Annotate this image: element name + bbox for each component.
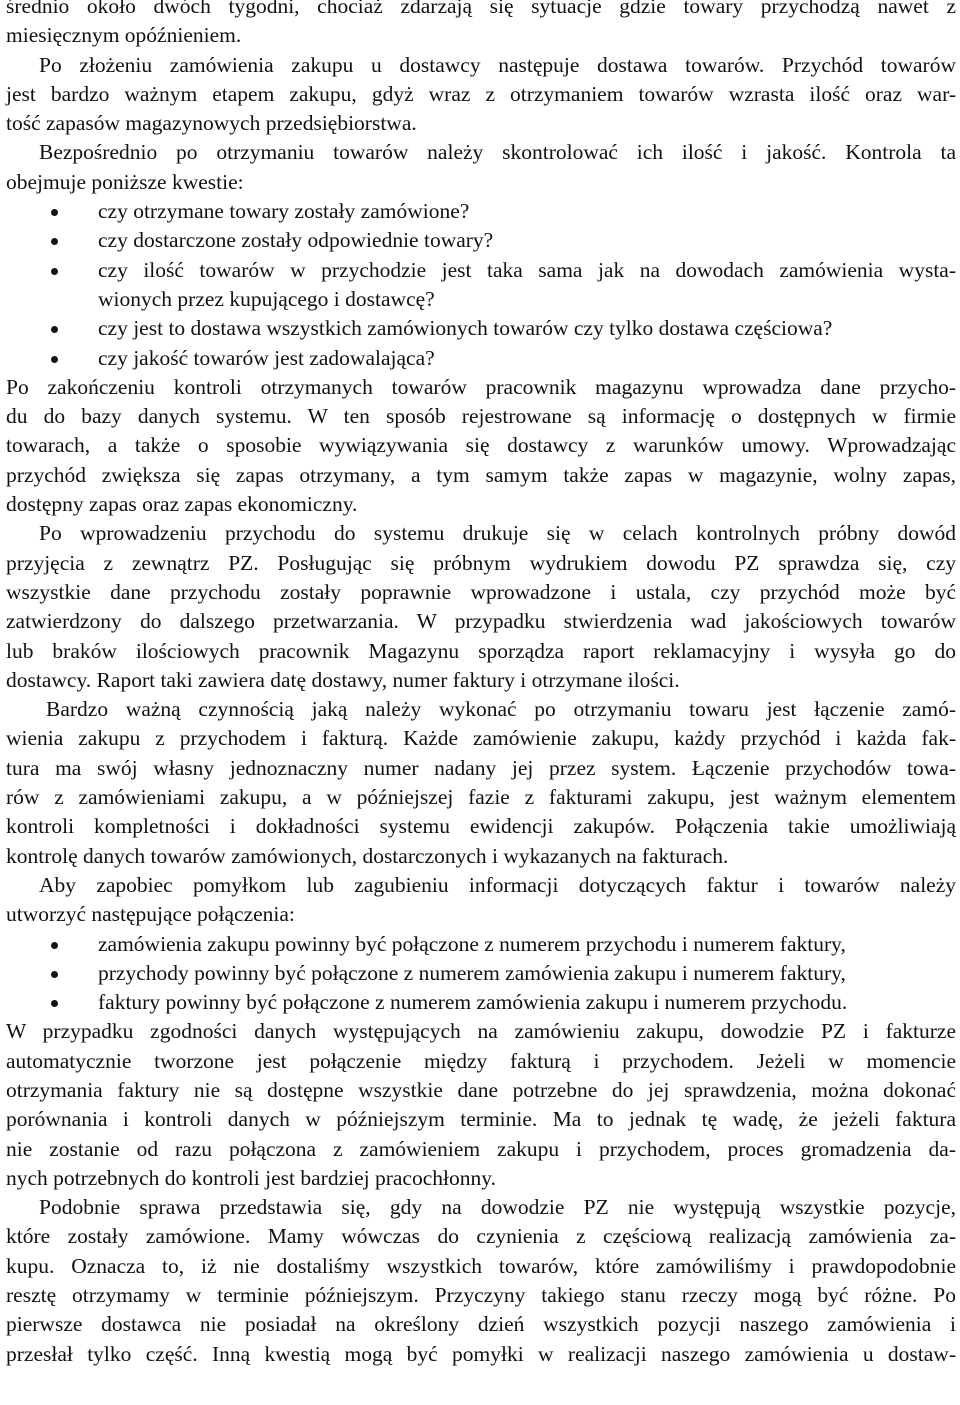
text-line: du do bazy danych systemu. W ten sposób rejestrowane są informację o dostępnych w firmie <box>6 404 956 429</box>
bullet-item <box>6 930 956 959</box>
text-line: Aby zapobiec pomyłkom lub zagubieniu informacji dotyczących faktur i towarów należy <box>39 872 956 897</box>
bullet-text: czy jakość towarów jest zadowalająca? <box>98 345 435 370</box>
text-line: przychód zwiększa się zapas otrzymany, a tym samym także zapas w magazynie, wolny zapas, <box>6 462 956 487</box>
text-line: tura ma swój własny jednoznaczny numer nadany jej przez system. Łączenie przychodów towa- <box>6 755 956 780</box>
text-line: Po zakończeniu kontroli otrzymanych towarów pracownik magazynu wprowadza dane przycho- <box>6 374 956 399</box>
text-line: Podobnie sprawa przedstawia się, gdy na dowodzie PZ nie występują wszystkie pozycje, <box>39 1195 956 1220</box>
bullet-text: czy ilość towarów w przychodzie jest taka sama jak na dowodach zamówienia wysta- <box>98 257 956 282</box>
text-line: kontroli kompletności i dokładności systemu ewidencji zakupów. Połączenia takie umożliwiają <box>6 814 956 839</box>
bullet-icon <box>51 356 58 363</box>
text-line: resztę otrzymamy w terminie późniejszym. Przyczyny takiego stanu rzeczy mogą być różne. Po <box>6 1283 956 1308</box>
bullet-item <box>6 959 956 988</box>
text-line: otrzymania faktury nie są dostępne wszystkie dane potrzebne do jej sprawdzenia, można dokonać <box>6 1077 956 1102</box>
bullet-item <box>6 256 956 285</box>
text-line: automatycznie tworzone jest połączenie między fakturą i przychodem. Jeżeli w momencie <box>6 1048 956 1073</box>
text-line: kupu. Oznacza to, iż nie dostaliśmy wszystkich towarów, które zamówiliśmy i prawdopodobnie <box>6 1253 956 1278</box>
text-line: towarach, a także o sposobie wywiązywania się dostawcy z warunków umowy. Wprowadzając <box>6 433 956 458</box>
text-line: pierwsze dostawca nie posiadał na określony dzień wszystkich pozycji naszego zamówienia i <box>6 1312 956 1337</box>
bullet-continuation: wionych przez kupującego i dostawcę? <box>98 286 435 311</box>
bullet-item <box>6 344 956 373</box>
bullet-text: faktury powinny być połączone z numerem zamówienia zakupu i numerem przychodu. <box>98 990 848 1015</box>
text-line: zatwierdzony do dalszego przetwarzania. W przypadku stwierdzenia wad jakościowych towarów <box>6 609 956 634</box>
text-line: nych potrzebnych do kontroli jest bardziej pracochłonny. <box>6 1165 496 1190</box>
bullet-text: czy otrzymane towary zostały zamówione? <box>98 199 470 224</box>
bullet-icon <box>51 942 58 949</box>
bullet-icon <box>51 326 58 333</box>
text-line: W przypadku zgodności danych występujących na zamówieniu zakupu, dowodzie PZ i fakturze <box>6 1019 956 1044</box>
bullet-icon <box>51 1000 58 1007</box>
bullet-text: przychody powinny być połączone z numerem zamówienia zakupu i numerem faktury, <box>98 960 846 985</box>
bullet-item <box>6 197 956 226</box>
text-line: średnio około dwóch tygodni, chociaż zdarzają się sytuacje gdzie towary przychodzą nawet z <box>6 0 956 18</box>
text-line: lub braków ilościowych pracownik Magazynu sporządza raport reklamacyjny i wysyła go do <box>6 638 956 663</box>
text-line: kontrolę danych towarów zamówionych, dostarczonych i wykazanych na fakturach. <box>6 843 729 868</box>
bullet-item <box>6 314 956 343</box>
text-line: utworzyć następujące połączenia: <box>6 902 295 927</box>
bullet-icon <box>51 971 58 978</box>
text-line: miesięcznym opóźnieniem. <box>6 23 242 48</box>
text-line: dostępny zapas oraz zapas ekonomiczny. <box>6 492 358 517</box>
bullet-text: czy dostarczone zostały odpowiednie towary? <box>98 228 494 253</box>
bullet-text: czy jest to dostawa wszystkich zamówionych towarów czy tylko dostawa częściowa? <box>98 316 833 341</box>
text-line: Po złożeniu zamówienia zakupu u dostawcy następuje dostawa towarów. Przychód towarów <box>39 52 956 77</box>
text-line: porównania i kontroli danych w późniejszym terminie. Ma to jednak tę wadę, że jeżeli faktura <box>6 1107 956 1132</box>
text-line: Bezpośrednio po otrzymaniu towarów należy skontrolować ich ilość i jakość. Kontrola ta <box>39 140 956 165</box>
text-line: obejmuje poniższe kwestie: <box>6 169 244 194</box>
text-line: dostawcy. Raport taki zawiera datę dostawy, numer faktury i otrzymane ilości. <box>6 667 680 692</box>
text-line: wszystkie dane przychodu zostały poprawnie wprowadzone i ustala, czy przychód może być <box>6 579 956 604</box>
text-line: przyjęcia z zewnątrz PZ. Posługując się próbnym wydrukiem dowodu PZ sprawdza się, czy <box>6 550 956 575</box>
bullet-icon <box>51 238 58 245</box>
bullet-text: zamówienia zakupu powinny być połączone z numerem przychodu i numerem faktury, <box>98 931 846 956</box>
bullet-item <box>6 226 956 255</box>
text-line: Bardzo ważną czynnością jaką należy wykonać po otrzymaniu towaru jest łączenie zamó- <box>46 697 956 722</box>
document-page <box>6 0 956 1369</box>
bullet-icon <box>51 209 58 216</box>
text-line: przesłał tylko część. Inną kwestią mogą być pomyłki w realizacji naszego zamówienia u dostaw- <box>6 1341 956 1366</box>
text-line: jest bardzo ważnym etapem zakupu, gdyż wraz z otrzymaniem towarów wzrasta ilość oraz war- <box>6 81 956 106</box>
text-line: tość zapasów magazynowych przedsiębiorstwa. <box>6 111 417 136</box>
text-line: rów z zamówieniami zakupu, a w późniejszej fazie z fakturami zakupu, jest ważnym elementem <box>6 785 956 810</box>
bullet-item <box>6 988 956 1017</box>
text-line: nie zostanie od razu połączona z zamówieniem zakupu i przychodem, proces gromadzenia da- <box>6 1136 956 1161</box>
bullet-icon <box>51 268 58 275</box>
text-line: Po wprowadzeniu przychodu do systemu drukuje się w celach kontrolnych próbny dowód <box>39 521 956 546</box>
text-line: wienia zakupu z przychodem i fakturą. Każde zamówienie zakupu, każdy przychód i każda fak- <box>6 726 956 751</box>
text-line: które zostały zamówione. Mamy wówczas do czynienia z częściową realizacją zamówienia za- <box>6 1224 956 1249</box>
